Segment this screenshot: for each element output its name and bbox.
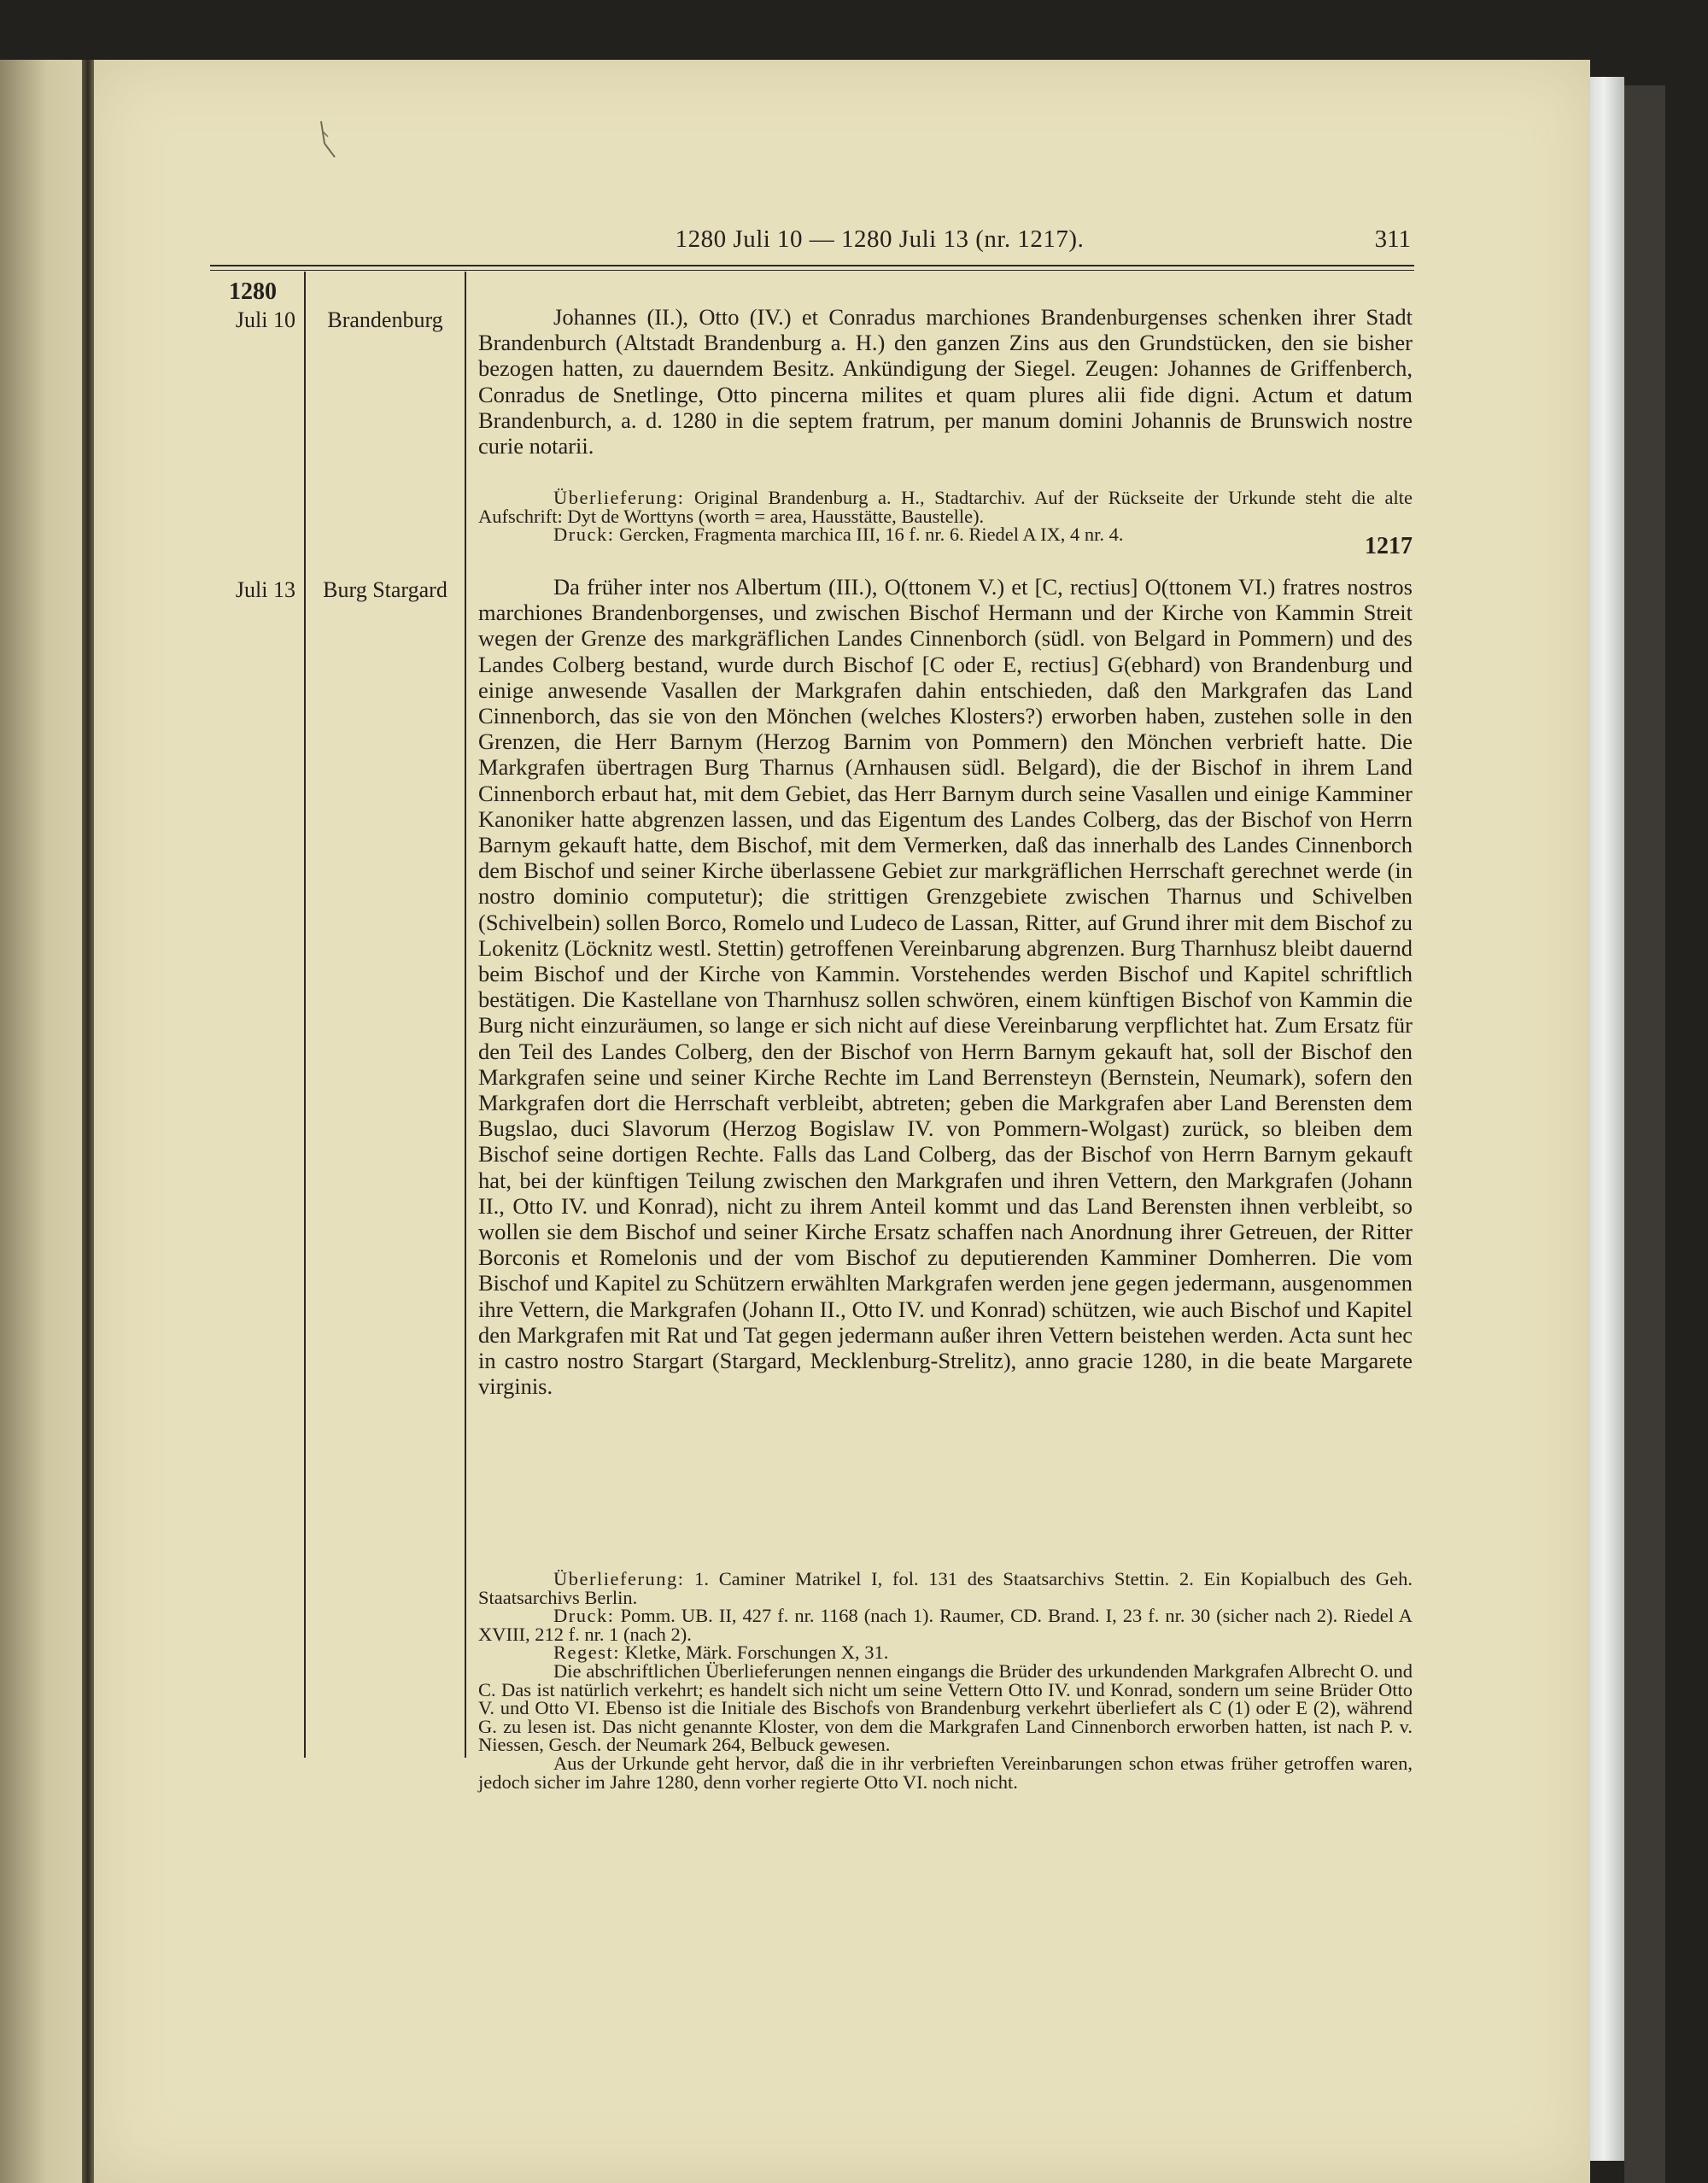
entry-place: Burg Stargard [323, 577, 447, 602]
note-label: Druck: [553, 524, 615, 546]
header-rule [210, 265, 1414, 266]
entry-date: Juli 13 [235, 577, 295, 602]
note-transmission [478, 1570, 1413, 1607]
regest-number: 1217 [1365, 533, 1413, 559]
running-head: 1280 Juli 10 — 1280 Juli 13 (nr. 1217). [675, 225, 1085, 253]
note-text: Kletke, Märk. Forschungen X, 31. [620, 1642, 889, 1664]
note-print [478, 1607, 1413, 1643]
column-divider [465, 272, 466, 1758]
note-transmission [478, 489, 1413, 525]
page-number: 311 [1374, 225, 1411, 253]
header-rule [210, 270, 1414, 271]
note-text: Aus der Urkunde geht hervor, daß die in ihr verbrieften Vereinbarungen schon etwas früher getroffen waren, jedoch sicher im Jahre 1280, denn vorher regierte Otto VI. noch nicht. [478, 1752, 1413, 1793]
note-label: Druck: [553, 1605, 615, 1627]
regest-text: Da früher inter nos Albertum (III.), O(ttonem V.) et [C, rectius] O(ttonem VI.) fratres nostros marchiones Brandenborgenses, und zwischen Bischof Hermann und der Kirche von Kammin Streit wegen der Grenze des markgräflichen Landes Cinnenborch (südl. von Belgard in Pommern) und des Landes Colberg bestand, wurde durch Bischof [C oder E, rectius] G(ebhard) von Brandenburg und einige anwesende Vasallen der Markgrafen dahin entschieden, daß den Markgrafen das Land Cinnenborch, das sie von den Mönchen (welches Klosters?) erworben haben, zustehen solle in den Grenzen, die Herr Barnym (Herzog Barnim von Pommern) den Mönchen verbrieft hatte. Die Markgrafen übertragen Burg Tharnus (Arnhausen südl. Belgard), die der Bischof in ihrem Land Cinnenborch erbaut hat, mit dem Gebiet, das Herr Barnym durch seine Vasallen und einige Kamminer Kanoniker hatte abgrenzen lassen, und das Eigentum des Landes Colberg, das der Bischof von Herrn Barnym gekauft hatte, dem Bischof, mit dem Vermerken, daß das innerhalb des Landes Cinnenborch dem Bischof und seiner Kirche überlassene Gebiet zur markgräflichen Herrschaft gerechnet werde (in nostro dominio computetur); die strittigen Grenzgebiete zwischen Tharnus und Schivelben (Schivelbein) sollen Borco, Romelo und Ludeco de Lassan, Ritter, auf Grund ihrer mit dem Bischof zu Lokenitz (Löcknitz westl. Stettin) getroffenen Vereinbarung abgrenzen. Burg Tharnhusz bleibt dauernd beim Bischof und der Kirche von Kammin. Vorstehendes werden Bischof und Kapitel schriftlich bestätigen. Die Kastellane von Tharnhusz sollen schwören, einem künftigen Bischof von Kammin die Burg nicht einzuräumen, so lange er sich nicht auf diese Vereinbarung verpflichtet hat. Zum Ersatz für den Teil des Landes Colberg, den der Bischof von Herrn Barnym gekauft hat, soll der Bischof den Markgrafen seine und seiner Kirche Rechte im Land Berrensteyn (Bernstein, Neumark), sofern den Markgrafen dort die Herrschaft verbleibt, abtreten; geben die Markgrafen aber Land Berensten dem Bugslao, duci Slavorum (Herzog Bogislaw IV. von Pommern-Wolgast) zurück, so bleiben dem Bischof seine dortigen Rechte. Falls das Land Colberg, das der Bischof von Herrn Barnym gekauft hat, bei der künftigen Teilung zwischen den Markgrafen und ihren Vettern, den Markgrafen (Johann II., Otto IV. und Konrad), nicht zu ihrem Anteil kommt und das Land Berensten ihnen verbleibt, so wollen sie dem Bischof und seiner Kirche Ersatz schaffen nach Anordnung ihrer Getreuen, der Ritter Borconis et Romelonis und der vom Bischof zu deputierenden Kamminer Domherren. Die vom Bischof und Kapitel zu Schützern erwählten Markgrafen werden jene gegen jedermann, ausgenommen ihre Vettern, die Markgrafen (Johann II., Otto IV. und Konrad) schützen, wie auch Bischof und Kapitel den Markgrafen mit Rat und Tat gegen jedermann außer ihren Vettern beistehen werden. Acta sunt hec in castro nostro Stargart (Stargard, Mecklenburg-Strelitz), anno gracie 1280, in die beate Margarete virginis. [478, 574, 1413, 1400]
apparatus-notes [478, 1570, 1413, 1791]
entry-date: Juli 10 [235, 307, 295, 332]
apparatus-notes [478, 489, 1413, 544]
note-label: Regest: [553, 1642, 620, 1664]
note-label: Überlieferung: [553, 1568, 685, 1589]
column-divider [304, 272, 306, 1758]
note-print [478, 525, 1413, 544]
note-commentary [478, 1659, 1413, 1756]
left-page-edge [0, 60, 85, 2183]
note-regest [478, 1643, 1413, 1662]
note-text: Original Brandenburg a. H., Stadtarchiv. Auf der Rückseite der Urkunde steht die alte Aufschrift: Dyt de Worttyns (worth = area, Hausstätte, Baustelle). [478, 487, 1413, 527]
book-gutter [82, 60, 94, 2183]
note-text: Pomm. UB. II, 427 f. nr. 1168 (nach 1). Raumer, CD. Brand. I, 23 f. nr. 30 (sicher nach 2). Riedel A XVIII, 212 f. nr. 1 (nach 2). [478, 1605, 1413, 1645]
note-text: Gercken, Fragmenta marchica III, 16 f. nr. 6. Riedel A IX, 4 nr. 4. [614, 524, 1124, 546]
note-commentary [478, 1754, 1413, 1791]
note-text: Die abschriftlichen Überlieferungen nennen eingangs die Brüder des urkundenden Markgrafen Albrecht O. und C. Das ist natürlich verkehrt; es handelt sich nicht um seine Vettern Otto IV. und Konrad, sondern um seine Brüder Otto V. und Otto VI. Ebenso ist die Initiale des Bischofs von Brandenburg verkehrt überliefert als C (1) oder E (2), während G. zu lesen ist. Das nicht genannte Kloster, von dem die Markgrafen Land Cinnenborch erworben hatten, ist nach P. v. Niessen, Gesch. der Neumark 264, Belbuck gewesen. [478, 1659, 1413, 1756]
paper-speck-icon [316, 120, 350, 162]
note-text: 1. Caminer Matrikel I, fol. 131 des Staatsarchivs Stettin. 2. Ein Kopialbuch des Geh. Staatsarchivs Berlin. [478, 1568, 1413, 1608]
entry-place: Brandenburg [327, 307, 443, 332]
page-stack-edge [1590, 77, 1624, 2161]
regest-text: Johannes (II.), Otto (IV.) et Conradus marchiones Brandenburgenses schenken ihrer Stadt Brandenburch (Altstadt Brandenburg a. H.) den ganzen Zins aus den Grundstücken, den sie bisher bezogen hatten, zu dauerndem Besitz. Ankündigung der Siegel. Zeugen: Johannes de Griffenberch, Conradus de Snetlinge, Otto pincerna milites et quam plures alii fide digni. Actum et datum Brandenburch, a. d. 1280 in die septem fratrum, per manum domini Johannis de Brunswich nostre curie notarii. [478, 304, 1413, 459]
note-label: Überlieferung: [553, 487, 685, 508]
book-cover-edge [1624, 85, 1665, 2183]
year-heading: 1280 [229, 278, 277, 305]
